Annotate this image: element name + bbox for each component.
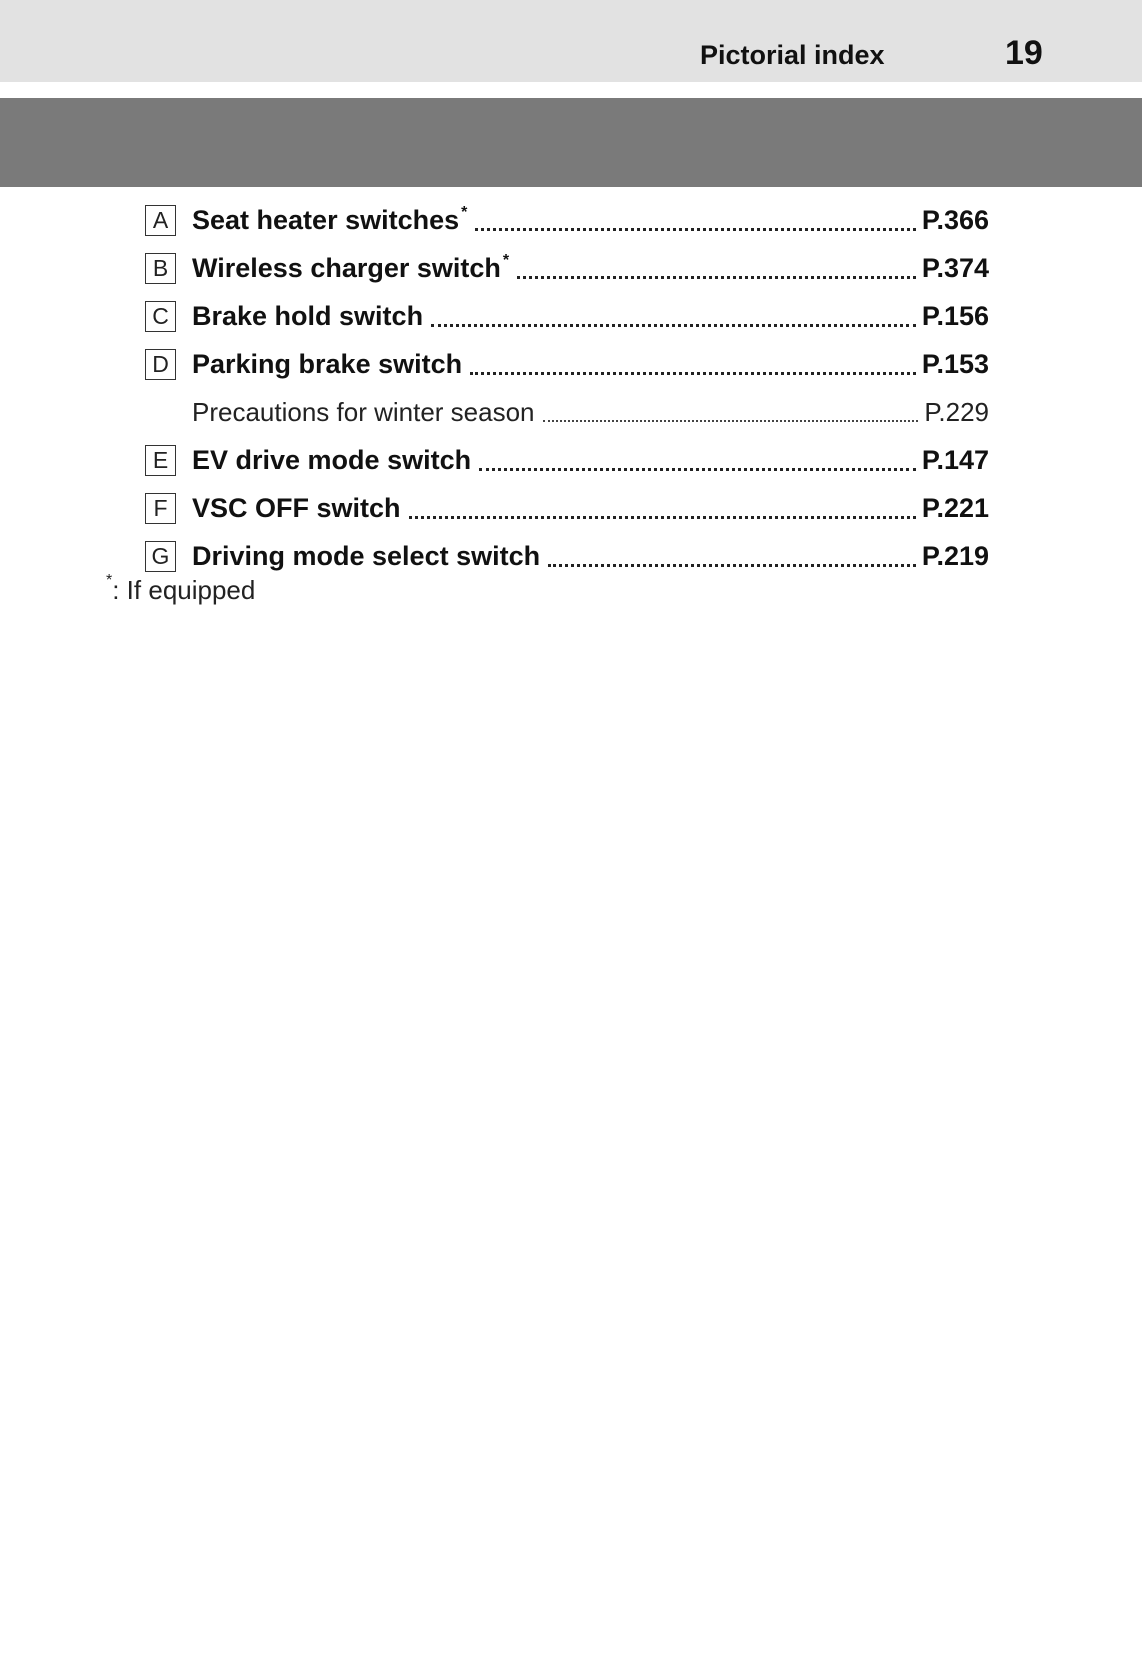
item-label: VSC OFF switch xyxy=(192,492,401,523)
section-title: Pictorial index xyxy=(700,40,885,70)
item-label: Parking brake switch xyxy=(192,348,463,379)
footnote-marker: * xyxy=(461,204,468,221)
item-letter-box: C xyxy=(145,301,176,332)
item-label: Seat heater switches * xyxy=(192,204,468,235)
dot-leader xyxy=(548,564,916,567)
header-divider-band xyxy=(0,98,1142,187)
page-reference-link[interactable]: P.229 xyxy=(924,396,989,427)
page-reference-link[interactable]: P.221 xyxy=(921,492,989,523)
dot-leader xyxy=(475,228,916,231)
page-number: 19 xyxy=(1005,34,1043,72)
dot-leader xyxy=(517,276,916,279)
item-label: EV drive mode switch xyxy=(192,444,472,475)
page-reference-link[interactable]: P.156 xyxy=(921,300,989,331)
footnote-marker: * xyxy=(502,252,510,269)
item-label: Brake hold switch xyxy=(192,300,424,331)
footnote-marker: * xyxy=(106,572,113,589)
index-subitem-winter-precautions[interactable] xyxy=(145,388,989,436)
item-letter-box: A xyxy=(145,205,176,236)
item-letter-box: B xyxy=(145,253,176,284)
index-item-brake-hold[interactable] xyxy=(145,292,989,340)
item-letter-box: E xyxy=(145,445,176,476)
index-item-parking-brake[interactable] xyxy=(145,340,989,388)
item-letter-box: F xyxy=(145,493,176,524)
page-header xyxy=(0,0,1142,82)
item-letter-box: G xyxy=(145,541,176,572)
page-reference-link[interactable]: P.153 xyxy=(921,348,989,379)
item-label: Driving mode select switch xyxy=(192,540,541,571)
item-letter-box: D xyxy=(145,349,176,380)
dot-leader xyxy=(479,468,916,471)
dot-leader xyxy=(470,372,916,375)
index-item-driving-mode-select[interactable] xyxy=(145,532,989,580)
page-reference-link[interactable]: P.374 xyxy=(921,252,989,283)
dot-leader xyxy=(543,420,919,422)
index-item-ev-drive-mode[interactable] xyxy=(145,436,989,484)
footnote-text: : If equipped xyxy=(112,575,256,605)
page-reference-link[interactable]: P.147 xyxy=(921,444,989,475)
item-label: Wireless charger switch * xyxy=(192,252,510,283)
page-reference-link[interactable]: P.366 xyxy=(921,204,989,235)
footnote xyxy=(106,572,255,606)
page-reference-link[interactable]: P.219 xyxy=(921,540,989,571)
index-item-wireless-charger[interactable] xyxy=(145,244,989,292)
dot-leader xyxy=(409,516,916,519)
dot-leader xyxy=(431,324,916,327)
index-list xyxy=(145,196,989,580)
item-label: Precautions for winter season xyxy=(192,396,535,427)
index-item-vsc-off[interactable] xyxy=(145,484,989,532)
index-item-seat-heater[interactable] xyxy=(145,196,989,244)
